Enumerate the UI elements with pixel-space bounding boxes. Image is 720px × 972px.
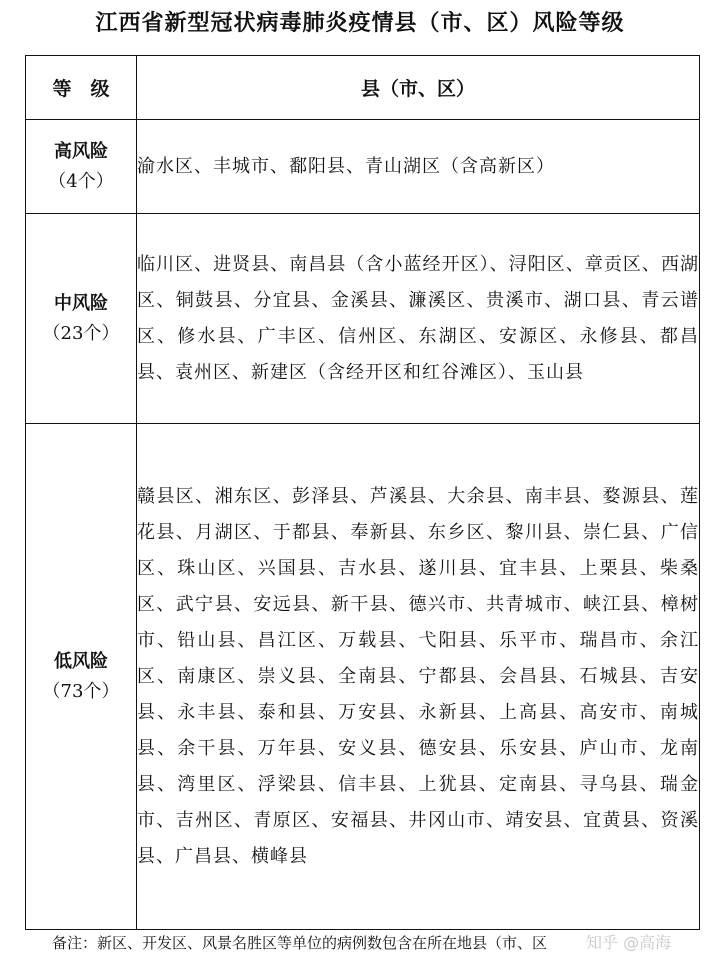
watermark: 知乎 @高海 xyxy=(586,933,672,952)
level-name: 低风险 xyxy=(54,650,108,672)
risk-level-table xyxy=(25,55,700,930)
table-row-low-risk xyxy=(26,424,700,930)
header-counties: 县（市、区） xyxy=(137,56,700,120)
county-list: 临川区、进贤县、南昌县（含小蓝经开区）、浔阳区、章贡区、西湖区、铜鼓县、分宜县、金溪县、濂溪区、贵溪市、湖口县、青云谱区、修水县、广丰区、信州区、东湖区、安源区、永修县、都昌县、袁州区、新建区（含经开区和红谷滩区）、玉山县 xyxy=(137,214,700,424)
level-count: （23个） xyxy=(42,322,120,344)
county-list: 渝水区、丰城市、鄱阳县、青山湖区（含高新区） xyxy=(137,120,700,214)
level-cell xyxy=(26,120,137,214)
header-level: 等 级 xyxy=(26,56,137,120)
level-cell xyxy=(26,424,137,930)
county-list: 赣县区、湘东区、彭泽县、芦溪县、大余县、南丰县、婺源县、莲花县、月湖区、于都县、奉新县、东乡区、黎川县、崇仁县、广信区、珠山区、兴国县、吉水县、遂川县、宜丰县、上栗县、柴桑区、武宁县、安远县、新干县、德兴市、共青城市、峡江县、樟树市、铅山县、昌江区、万载县、弋阳县、乐平市、瑞昌市、余江区、南康区、崇义县、全南县、宁都县、会昌县、石城县、吉安县、永丰县、泰和县、万安县、永新县、上高县、高安市、南城县、余干县、万年县、安义县、德安县、乐安县、庐山市、龙南县、湾里区、浮梁县、信丰县、上犹县、定南县、寻乌县、瑞金市、吉州区、青原区、安福县、井冈山市、靖安县、宜黄县、资溪县、广昌县、横峰县 xyxy=(137,424,700,930)
level-count: （73个） xyxy=(42,680,120,702)
table-row-high-risk xyxy=(26,120,700,214)
document-title: 江西省新型冠状病毒肺炎疫情县（市、区）风险等级 xyxy=(95,11,625,36)
table-row-medium-risk xyxy=(26,214,700,424)
footnote: 备注：新区、开发区、风景名胜区等单位的病例数包含在所在地县（市、区 xyxy=(52,934,548,952)
level-count: （4个） xyxy=(48,170,114,192)
level-name: 高风险 xyxy=(54,140,108,162)
level-name: 中风险 xyxy=(54,292,108,314)
level-cell xyxy=(26,214,137,424)
table-header-row xyxy=(26,56,700,120)
